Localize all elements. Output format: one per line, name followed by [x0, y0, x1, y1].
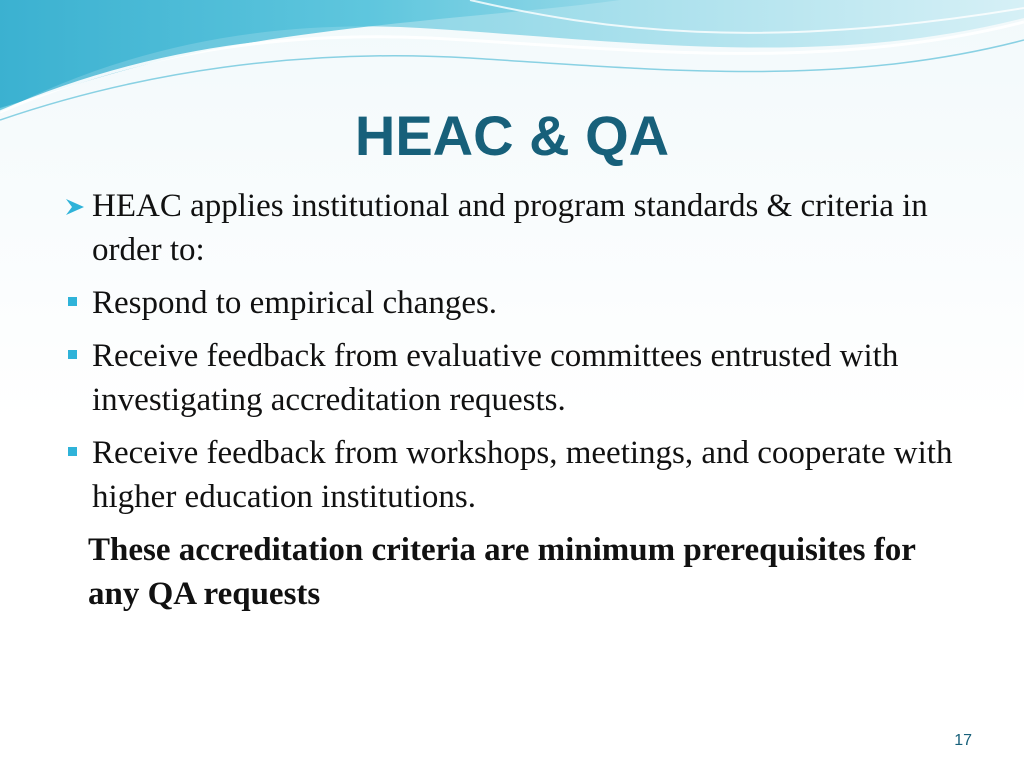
- list-item: [58, 334, 958, 422]
- intro-item: [58, 184, 958, 272]
- intro-text: HEAC applies institutional and program standards & criteria in order to:: [92, 188, 928, 268]
- list-item: [58, 431, 958, 519]
- square-bullet-icon: [62, 281, 90, 325]
- page-number: 17: [954, 732, 972, 749]
- arrow-bullet-icon: [62, 184, 90, 228]
- square-bullet-icon: [62, 431, 90, 475]
- slide-body: [58, 184, 958, 616]
- square-bullet-icon: [62, 334, 90, 378]
- slide-title: HEAC & QA: [354, 104, 670, 167]
- criteria-note: These accreditation criteria are minimum prerequisites for any QA requests: [88, 532, 916, 612]
- list-item-text: Receive feedback from evaluative committees entrusted with investigating accreditation requests.: [92, 338, 899, 418]
- list-item: [58, 281, 958, 325]
- list-item-text: Receive feedback from workshops, meetings, and cooperate with higher education institutions.: [92, 435, 953, 515]
- list-item-text: Respond to empirical changes.: [92, 285, 498, 321]
